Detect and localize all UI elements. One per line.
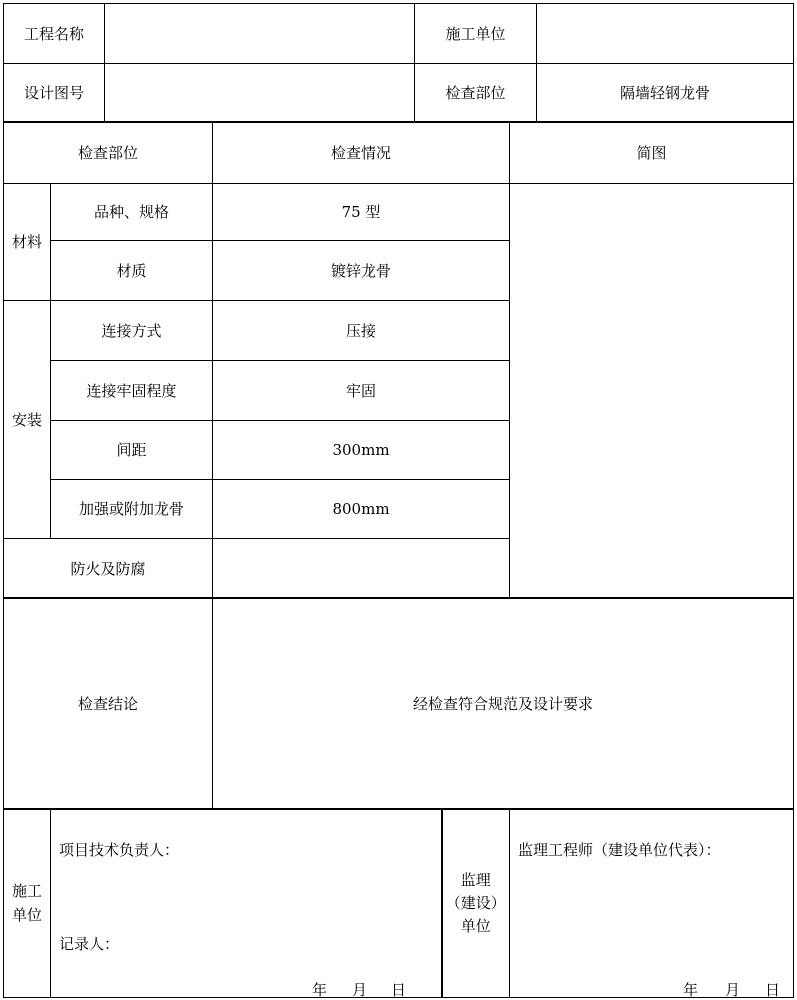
install-group-label: 安装 <box>4 300 51 538</box>
col-header-part: 检查部位 <box>4 122 213 183</box>
conclusion-text[interactable]: 经检查符合规范及设计要求 <box>213 598 794 809</box>
date-year: 年 <box>312 981 328 999</box>
col-header-status: 检查情况 <box>213 122 510 183</box>
col-header-sketch: 简图 <box>510 122 794 183</box>
date-month: 月 <box>352 981 368 999</box>
install-value[interactable]: 300mm <box>213 420 510 479</box>
contractor-sign-label-line1: 施工 <box>11 882 42 900</box>
install-item: 加强或附加龙骨 <box>51 479 213 538</box>
install-value[interactable]: 压接 <box>213 300 510 360</box>
inspection-table <box>3 121 794 599</box>
date-year: 年 <box>683 981 699 999</box>
supervision-label-line2: （建设） <box>445 893 506 912</box>
conclusion-label: 检查结论 <box>4 598 213 809</box>
install-item: 间距 <box>51 420 213 479</box>
supervision-sign-area[interactable] <box>510 809 794 998</box>
fireproof-item: 防火及防腐 <box>4 538 213 598</box>
project-name-label: 工程名称 <box>4 4 105 64</box>
material-item: 品种、规格 <box>51 183 213 240</box>
conclusion-table <box>3 597 794 810</box>
inspection-form <box>3 3 793 998</box>
material-value[interactable]: 镀锌龙骨 <box>213 240 510 300</box>
install-value[interactable]: 牢固 <box>213 360 510 420</box>
install-value[interactable]: 800mm <box>213 479 510 538</box>
recorder-label: 记录人： <box>59 935 120 953</box>
material-value[interactable]: 75 型 <box>213 183 510 240</box>
project-name-field[interactable] <box>105 4 415 64</box>
material-item: 材质 <box>51 240 213 300</box>
material-group-label: 材料 <box>4 183 51 300</box>
supervision-sign-label <box>442 809 510 998</box>
date-day: 日 <box>765 981 781 999</box>
inspect-part-label: 检查部位 <box>415 64 537 122</box>
supervisor-label: 监理工程师（建设单位代表）： <box>518 841 721 859</box>
signature-table <box>3 808 794 998</box>
install-item: 连接方式 <box>51 300 213 360</box>
supervision-label-line3: 单位 <box>460 916 491 935</box>
drawing-no-label: 设计图号 <box>4 64 105 122</box>
supervision-label-line1: 监理 <box>460 870 491 889</box>
fireproof-value[interactable] <box>213 538 510 598</box>
contractor-sign-label-line2: 单位 <box>11 906 42 924</box>
contractor-label: 施工单位 <box>415 4 537 64</box>
contractor-sign-label <box>4 809 51 998</box>
inspect-part-field[interactable]: 隔墙轻钢龙骨 <box>537 64 794 122</box>
date-day: 日 <box>391 981 407 999</box>
install-item: 连接牢固程度 <box>51 360 213 420</box>
tech-lead-label: 项目技术负责人： <box>59 841 180 859</box>
contractor-sign-area[interactable] <box>51 809 442 998</box>
contractor-field[interactable] <box>537 4 794 64</box>
header-table <box>3 3 794 122</box>
sketch-area[interactable] <box>510 183 794 598</box>
date-month: 月 <box>725 981 741 999</box>
drawing-no-field[interactable] <box>105 64 415 122</box>
